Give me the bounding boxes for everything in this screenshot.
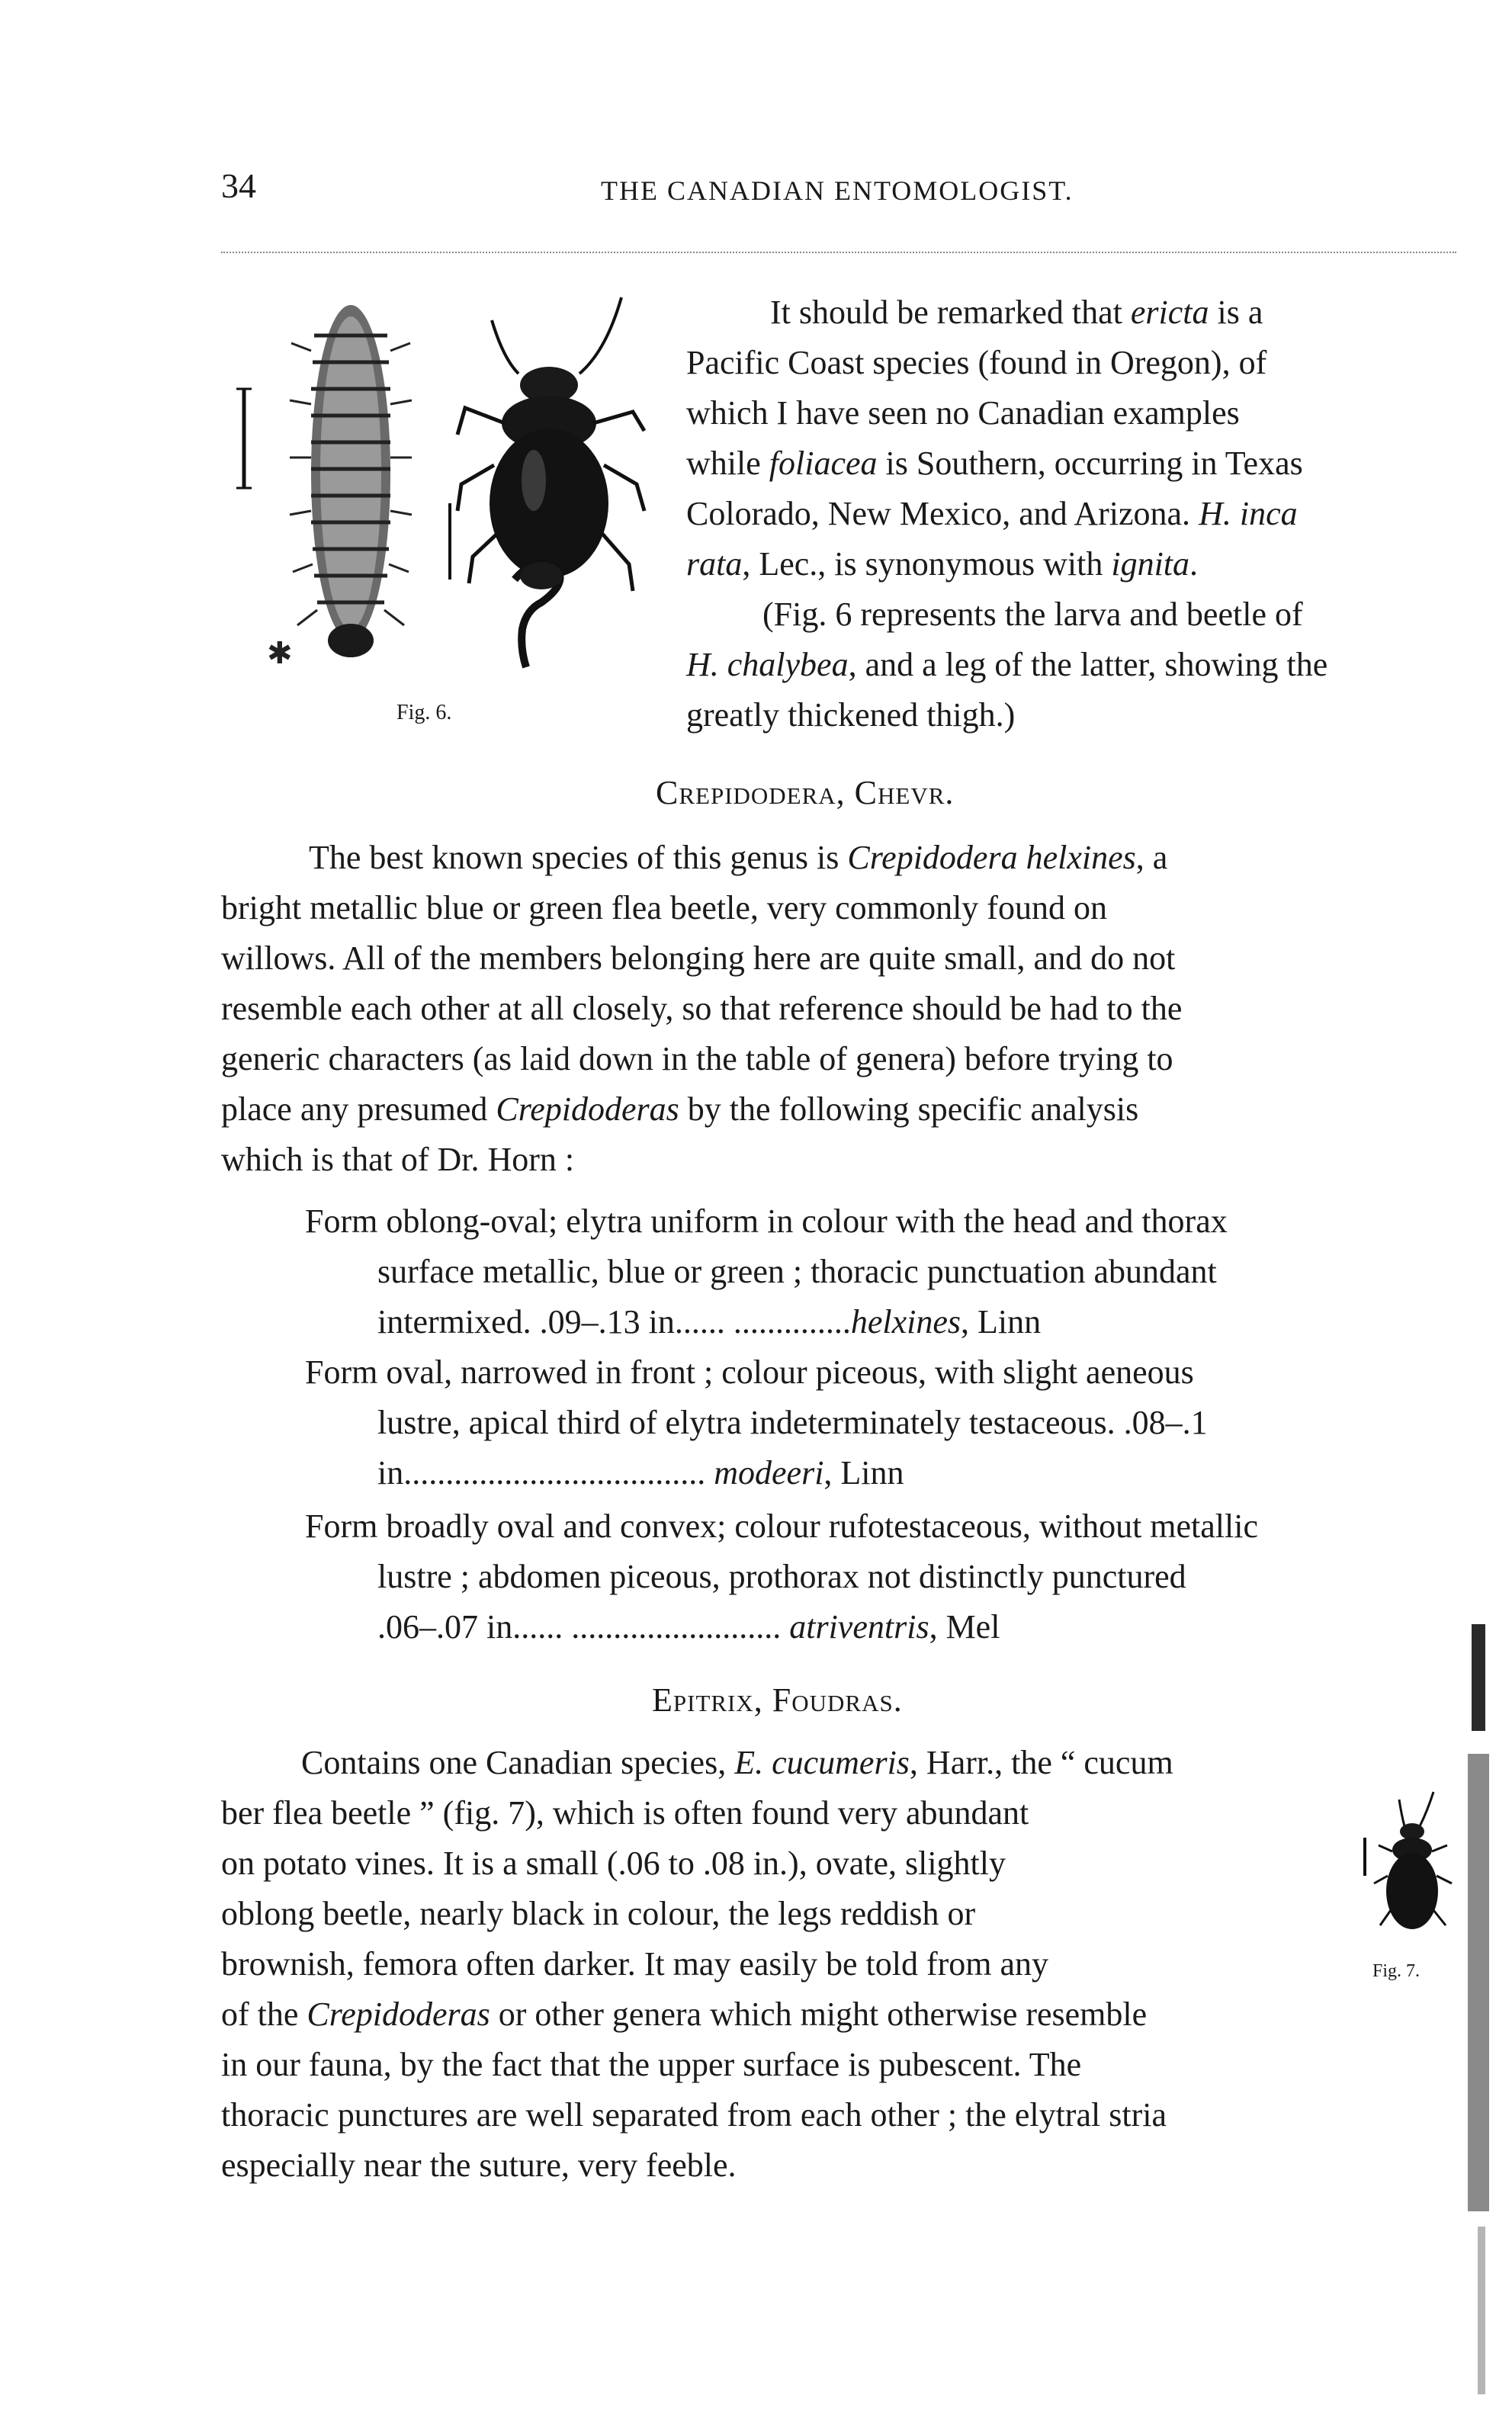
- text-line: of the Crepidoderas or other genera which might otherwise resemble: [221, 1996, 1148, 2033]
- page-edge-bleed: [1478, 2227, 1485, 2394]
- text-line: Contains one Canadian species, E. cucumeris, Harr., the “ cucum: [301, 1744, 1173, 1781]
- key-line: Form broadly oval and convex; colour rufotestaceous, without metallic: [305, 1508, 1259, 1545]
- svg-text:✱: ✱: [267, 636, 293, 671]
- key-line: Form oblong-oval; elytra uniform in colour with the head and thorax: [305, 1202, 1228, 1240]
- text-line: rata, Lec., is synonymous with ignita.: [686, 545, 1199, 583]
- leg-drawing: [515, 562, 563, 667]
- page-number: 34: [221, 166, 256, 205]
- key-line: lustre ; abdomen piceous, prothorax not distinctly punctured: [377, 1558, 1186, 1595]
- text-line: brownish, femora often darker. It may easily be told from any: [221, 1945, 1049, 1983]
- text-line: H. chalybea, and a leg of the latter, showing the: [686, 646, 1328, 683]
- figure-7-caption: Fig. 7.: [1372, 1961, 1421, 1981]
- text-line: generic characters (as laid down in the table of genera) before trying to: [221, 1040, 1173, 1077]
- section-heading: Epitrix, Foudras.: [652, 1681, 903, 1719]
- text-line: which I have seen no Canadian examples: [686, 394, 1240, 432]
- section-heading: Crepidodera, Chevr.: [656, 774, 955, 811]
- text-line: thoracic punctures are well separated from each other ; the elytral stria: [221, 2096, 1167, 2134]
- text-line: ber flea beetle ” (fig. 7), which is often found very abundant: [221, 1794, 1029, 1832]
- key-line: .06–.07 in...... ......................... atriventris, Mel: [377, 1608, 1000, 1646]
- figure-6-illustration: [221, 282, 679, 694]
- text-line: Colorado, New Mexico, and Arizona. H. inca: [686, 495, 1298, 532]
- text-line: especially near the suture, very feeble.: [221, 2146, 737, 2184]
- key-line: in.................................... modeeri, Linn: [377, 1454, 904, 1491]
- text-line: place any presumed Crepidoderas by the following specific analysis: [221, 1090, 1139, 1128]
- text-line: oblong beetle, nearly black in colour, the legs reddish or: [221, 1895, 976, 1932]
- text-line: The best known species of this genus is Crepidodera helxines, a: [309, 839, 1168, 876]
- page-edge-bleed: [1468, 1754, 1489, 2211]
- key-line: Form oval, narrowed in front ; colour piceous, with slight aeneous: [305, 1353, 1194, 1391]
- text-line: greatly thickened thigh.): [686, 696, 1016, 734]
- figure-6-caption: Fig. 6.: [396, 701, 452, 724]
- text-line: bright metallic blue or green flea beetle, very commonly found on: [221, 889, 1107, 926]
- beetle-drawing: [457, 297, 644, 591]
- larva-drawing: [267, 305, 412, 671]
- header-rule: [221, 252, 1456, 253]
- text-line: on potato vines. It is a small (.06 to .08 in.), ovate, slightly: [221, 1845, 1006, 1882]
- text-line: in our fauna, by the fact that the upper surface is pubescent. The: [221, 2046, 1082, 2083]
- text-line: (Fig. 6 represents the larva and beetle of: [762, 596, 1303, 633]
- key-line: surface metallic, blue or green ; thoracic punctuation abundant: [377, 1253, 1217, 1290]
- running-title: THE CANADIAN ENTOMOLOGIST.: [601, 175, 1074, 206]
- text-line: willows. All of the members belonging here are quite small, and do not: [221, 939, 1176, 977]
- text-line: which is that of Dr. Horn :: [221, 1141, 575, 1178]
- key-line: intermixed. .09–.13 in...... ..............helxines, Linn: [377, 1303, 1042, 1341]
- page-edge-bleed: [1472, 1624, 1485, 1731]
- figure-7-illustration: [1357, 1784, 1464, 1952]
- text-line: resemble each other at all closely, so that reference should be had to the: [221, 990, 1183, 1027]
- text-line: Pacific Coast species (found in Oregon), of: [686, 344, 1267, 381]
- text-line: while foliacea is Southern, occurring in Texas: [686, 445, 1303, 482]
- text-line: It should be remarked that ericta is a: [770, 294, 1263, 331]
- key-line: lustre, apical third of elytra indeterminately testaceous. .08–.1: [377, 1404, 1208, 1441]
